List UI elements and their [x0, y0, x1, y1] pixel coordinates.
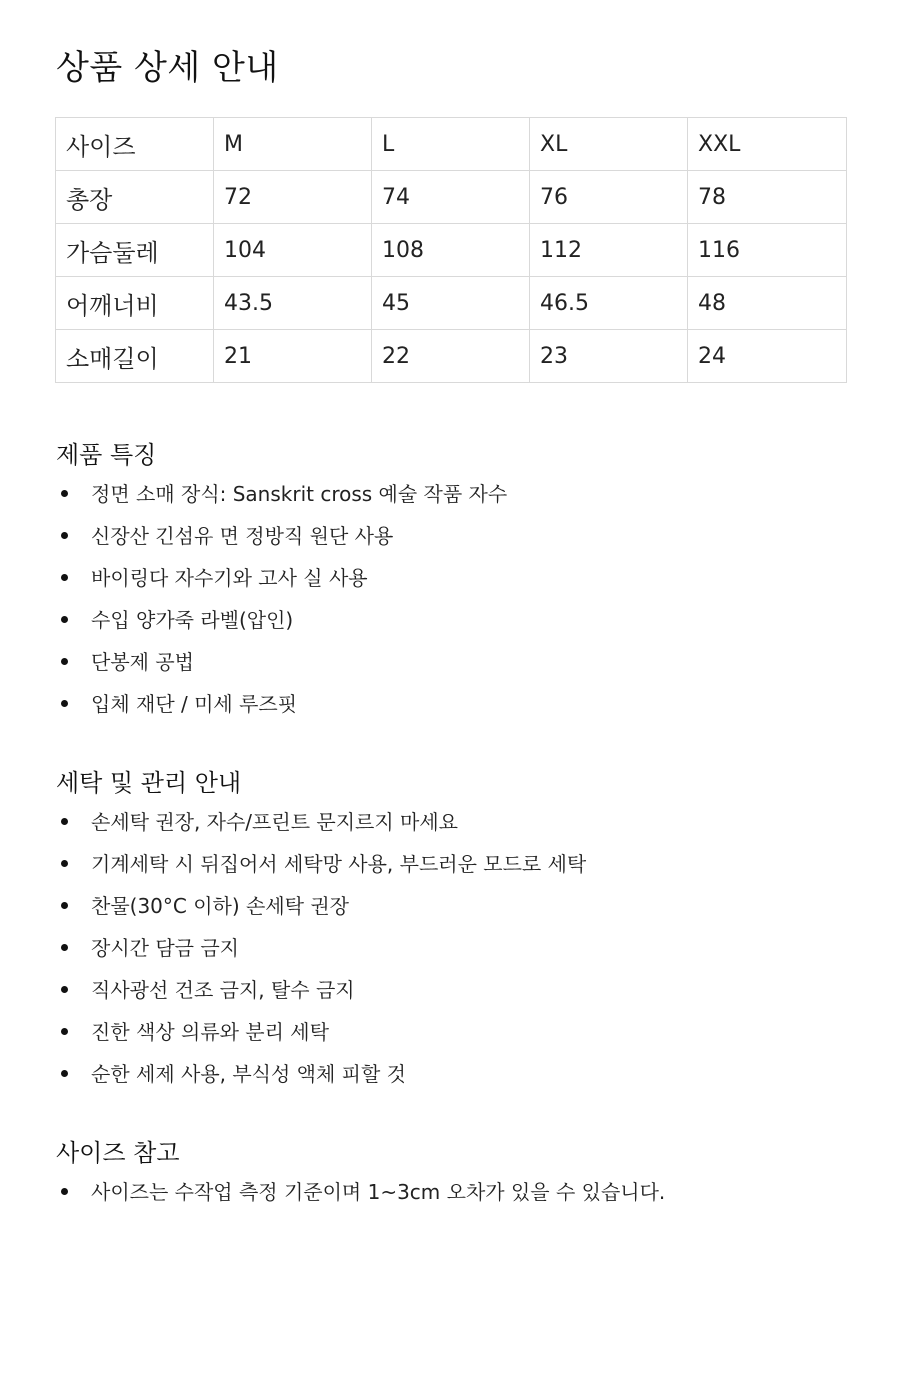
table-cell: 104 [214, 224, 372, 277]
care-list [56, 808, 586, 1102]
bullet-icon [61, 616, 68, 623]
table-row-label: 총장 [56, 171, 214, 224]
list-item [56, 934, 586, 976]
table-row-label: 가슴둘레 [56, 224, 214, 277]
table-cell: 22 [372, 330, 530, 383]
list-item [56, 1060, 586, 1102]
size-chart-table [55, 117, 847, 383]
table-cell: 24 [688, 330, 847, 383]
bullet-icon [61, 986, 68, 993]
list-item-text: 찬물(30°C 이하) 손세탁 권장 [91, 894, 349, 918]
list-item [56, 1178, 665, 1220]
table-cell: 74 [372, 171, 530, 224]
table-cell: 76 [530, 171, 688, 224]
table-cell: 78 [688, 171, 847, 224]
list-item-text: 신장산 긴섬유 면 정방직 원단 사용 [91, 524, 394, 548]
list-item [56, 808, 586, 850]
table-cell: 112 [530, 224, 688, 277]
bullet-icon [61, 490, 68, 497]
list-item-text: 입체 재단 / 미세 루즈핏 [91, 692, 298, 716]
list-item-text: 바이링다 자수기와 고사 실 사용 [91, 566, 368, 590]
bullet-icon [61, 1070, 68, 1077]
table-header-cell: M [214, 118, 372, 171]
table-cell: 46.5 [530, 277, 688, 330]
table-row [56, 277, 847, 330]
table-header-cell: L [372, 118, 530, 171]
bullet-icon [61, 818, 68, 825]
list-item-text: 손세탁 권장, 자수/프린트 문지르지 마세요 [91, 810, 458, 834]
list-item-text: 사이즈는 수작업 측정 기준이며 1~3cm 오차가 있을 수 있습니다. [91, 1180, 666, 1204]
bullet-icon [61, 574, 68, 581]
bullet-icon [61, 1188, 68, 1195]
features-list [56, 480, 507, 732]
list-item-text: 순한 세제 사용, 부식성 액체 피할 것 [91, 1062, 406, 1086]
list-item [56, 480, 507, 522]
list-item [56, 690, 507, 732]
bullet-icon [61, 532, 68, 539]
table-header-cell: XXL [688, 118, 847, 171]
list-item [56, 976, 586, 1018]
table-cell: 48 [688, 277, 847, 330]
list-item [56, 522, 507, 564]
bullet-icon [61, 902, 68, 909]
list-item-text: 진한 색상 의류와 분리 세탁 [91, 1020, 329, 1044]
list-item-text: 수입 양가죽 라벨(압인) [91, 608, 294, 632]
table-row [56, 171, 847, 224]
table-cell: 21 [214, 330, 372, 383]
page-title: 상품 상세 안내 [56, 48, 279, 88]
care-heading: 세탁 및 관리 안내 [56, 769, 242, 797]
list-item-text: 장시간 담금 금지 [91, 936, 239, 960]
bullet-icon [61, 658, 68, 665]
table-row-label: 어깨너비 [56, 277, 214, 330]
table-cell: 45 [372, 277, 530, 330]
list-item-text: 단봉제 공법 [91, 650, 194, 674]
list-item-text: 정면 소매 장식: Sanskrit cross 예술 작품 자수 [91, 482, 508, 506]
table-cell: 72 [214, 171, 372, 224]
table-row [56, 330, 847, 383]
list-item [56, 1018, 586, 1060]
size-note-list [56, 1178, 665, 1220]
list-item [56, 606, 507, 648]
table-header-cell: 사이즈 [56, 118, 214, 171]
table-row [56, 224, 847, 277]
table-cell: 116 [688, 224, 847, 277]
features-heading: 제품 특징 [56, 441, 157, 469]
table-header-cell: XL [530, 118, 688, 171]
list-item [56, 892, 586, 934]
list-item [56, 564, 507, 606]
bullet-icon [61, 944, 68, 951]
bullet-icon [61, 700, 68, 707]
list-item [56, 850, 586, 892]
table-cell: 43.5 [214, 277, 372, 330]
size-table-header-row [56, 118, 847, 171]
table-row-label: 소매길이 [56, 330, 214, 383]
table-cell: 23 [530, 330, 688, 383]
bullet-icon [61, 860, 68, 867]
list-item-text: 기계세탁 시 뒤집어서 세탁망 사용, 부드러운 모드로 세탁 [91, 852, 587, 876]
size-note-heading: 사이즈 참고 [56, 1139, 180, 1167]
list-item-text: 직사광선 건조 금지, 탈수 금지 [91, 978, 355, 1002]
list-item [56, 648, 507, 690]
bullet-icon [61, 1028, 68, 1035]
table-cell: 108 [372, 224, 530, 277]
